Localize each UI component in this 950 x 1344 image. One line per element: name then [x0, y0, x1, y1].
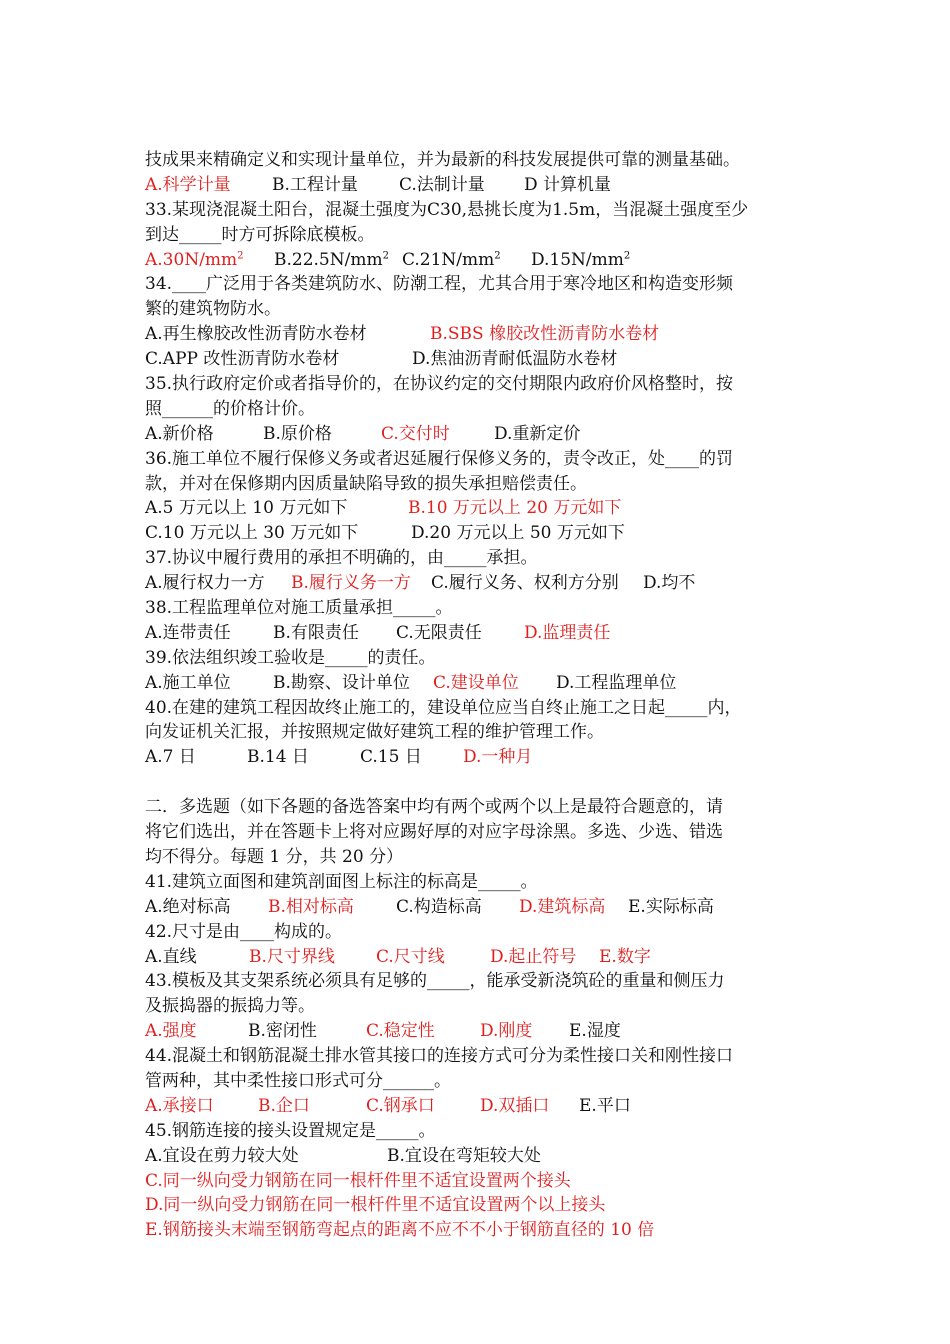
option-b-answer: B.SBS 橡胶改性沥青防水卷材: [430, 324, 660, 345]
option-row: [145, 173, 810, 198]
option-b: B.原价格: [263, 423, 332, 444]
option-row: [145, 347, 810, 372]
option-c: C.构造标高: [396, 896, 482, 917]
option-e: E.湿度: [569, 1021, 621, 1042]
option-row: [145, 1094, 810, 1119]
option-a: A.5 万元以上 10 万元如下: [145, 498, 348, 519]
question-35: 35.执行政府定价或者指导价的，在协议约定的交付期限内政府价风格整时，按: [145, 374, 734, 395]
option-e: E.实际标高: [628, 896, 714, 917]
option-b-answer: B.履行义务一方: [291, 573, 411, 594]
question-45: 45.钢筋连接的接头设置规定是_____。: [145, 1120, 436, 1141]
question-33-cont: 到达_____时方可拆除底模板。: [145, 224, 375, 245]
option-b: B.宜设在弯矩较大处: [387, 1145, 541, 1166]
option-d-answer: D.起止符号: [490, 946, 577, 967]
option-d: D.焦油沥青耐低温防水卷材: [412, 349, 618, 370]
option-c: C.15 日: [360, 747, 422, 768]
option-d: D.20 万元以上 50 万元如下: [411, 523, 625, 544]
option-a: A.连带责任: [145, 622, 231, 643]
option-row: [145, 895, 810, 920]
option-row: [145, 945, 810, 970]
option-text: A.30N/mm: [145, 249, 238, 270]
option-b: B.有限责任: [273, 622, 359, 643]
option-a-answer: [145, 248, 274, 273]
superscript: 2: [382, 249, 389, 261]
option-row: [145, 422, 810, 447]
option-a: A.绝对标高: [145, 896, 231, 917]
option-a: A.新价格: [145, 423, 214, 444]
option-a-answer: A.强度: [145, 1021, 197, 1042]
option-row: [145, 521, 810, 546]
option-b: B.勘察、设计单位: [273, 672, 410, 693]
option-b-answer: B.相对标高: [268, 896, 354, 917]
section-gap: [145, 770, 810, 795]
option-a: A.宜设在剪力较大处: [145, 1145, 299, 1166]
option-b: B.工程计量: [272, 174, 358, 195]
option-e-answer: E.数字: [599, 946, 651, 967]
option-c: C.法制计量: [399, 174, 485, 195]
option-c-answer: C.交付时: [381, 423, 450, 444]
option-d: [531, 248, 630, 273]
option-d: D.工程监理单位: [556, 672, 677, 693]
option-c-answer: C.尺寸线: [376, 946, 445, 967]
option-d-answer: D.监理责任: [524, 622, 611, 643]
option-c: C.APP 改性沥青防水卷材: [145, 349, 340, 370]
document-page: [145, 148, 810, 1243]
superscript: 2: [494, 249, 501, 261]
question-40-cont: 向发证机关汇报，并按照规定做好建筑工程的维护管理工作。: [145, 722, 604, 743]
option-d: D.重新定价: [494, 423, 581, 444]
option-b-answer: B.尺寸界线: [249, 946, 335, 967]
option-row: [145, 621, 810, 646]
question-text: 技成果来精确定义和实现计量单位，并为最新的科技发展提供可靠的测量基础。: [145, 150, 740, 170]
option-d-answer: D.一种月: [463, 747, 533, 768]
option-d: D 计算机量: [524, 174, 612, 195]
question-38: 38.工程监理单位对施工质量承担_____。: [145, 598, 453, 619]
question-43: 43.模板及其支架系统必须具有足够的_____，能承受新浇筑砼的重量和侧压力: [145, 971, 725, 992]
question-39: 39.依法组织竣工验收是_____的责任。: [145, 647, 436, 668]
option-a: A.直线: [145, 946, 197, 967]
option-d: D.均不: [643, 573, 696, 594]
question-41: 41.建筑立面图和建筑剖面图上标注的标高是_____。: [145, 871, 538, 892]
question-43-cont: 及振捣器的振捣力等。: [145, 996, 315, 1017]
option-d-answer: D.同一纵向受力钢筋在同一根杆件里不适宜设置两个以上接头: [145, 1195, 606, 1216]
option-d-answer: D.刚度: [480, 1021, 533, 1042]
option-a: A.履行权力一方: [145, 573, 265, 594]
question-36: 36.施工单位不履行保修义务或者迟延履行保修义务的，责令改正，处____的罚: [145, 448, 734, 469]
option-e-answer: E.钢筋接头末端至钢筋弯起点的距离不应不不小于钢筋直径的 10 倍: [145, 1220, 655, 1241]
question-35-cont: 照______的价格计价。: [145, 398, 315, 419]
superscript: 2: [623, 249, 631, 261]
section-heading: 二．多选题（如下各题的备选答案中均有两个或两个以上是最符合题意的，请: [145, 797, 723, 818]
question-33: 33.某现浇混凝土阳台，混凝土强度为C30,悬挑长度为1.5m，当混凝土强度至少: [145, 199, 749, 220]
option-text: C.21N/mm: [402, 249, 495, 270]
option-b: B.14 日: [247, 747, 309, 768]
option-text: D.15N/mm: [531, 249, 624, 270]
option-c-answer: C.建设单位: [433, 672, 519, 693]
option-c-answer: C.同一纵向受力钢筋在同一根杆件里不适宜设置两个接头: [145, 1170, 571, 1191]
question-36-cont: 款，并对在保修期内因质量缺陷导致的损失承担赔偿责任。: [145, 473, 587, 494]
option-row: [145, 496, 810, 521]
option-c: [402, 248, 531, 273]
option-b: B.密闭性: [248, 1021, 317, 1042]
question-40: 40.在建的建筑工程因故终止施工的，建设单位应当自终止施工之日起_____内，: [145, 697, 742, 718]
option-a-answer: A.科学计量: [145, 174, 231, 195]
option-e: E.平口: [579, 1095, 631, 1116]
section-heading-cont: 均不得分。每题 1 分，共 20 分）: [145, 846, 404, 867]
option-row: [145, 1019, 810, 1044]
question-42: 42.尺寸是由____构成的。: [145, 921, 343, 942]
option-row: [145, 745, 810, 770]
question-44-cont: 管两种，其中柔性接口形式可分______。: [145, 1070, 451, 1091]
option-a: A.再生橡胶改性沥青防水卷材: [145, 324, 367, 345]
question-44: 44.混凝土和钢筋混凝土排水管其接口的连接方式可分为柔性接口关和刚性接口: [145, 1046, 734, 1067]
option-row: [145, 571, 810, 596]
option-d-answer: D.建筑标高: [519, 896, 606, 917]
option-a: A.施工单位: [145, 672, 231, 693]
question-34: 34.____广泛用于各类建筑防水、防潮工程，尤其合用于寒冷地区和构造变形频: [145, 274, 734, 295]
option-text: B.22.5N/mm: [274, 249, 383, 270]
option-a: A.7 日: [145, 747, 196, 768]
question-37: 37.协议中履行费用的承担不明确的，由_____承担。: [145, 548, 538, 569]
superscript: 2: [237, 249, 244, 261]
option-b: [274, 248, 402, 273]
option-row: [145, 671, 810, 696]
option-a-answer: A.承接口: [145, 1095, 214, 1116]
option-c-answer: C.钢承口: [366, 1095, 435, 1116]
option-b-answer: B.企口: [258, 1095, 310, 1116]
option-d-answer: D.双插口: [480, 1095, 550, 1116]
option-row: [145, 248, 810, 273]
question-34-cont: 繁的建筑物防水。: [145, 299, 281, 320]
option-c: C.履行义务、权利方分别: [431, 573, 619, 594]
option-b-answer: B.10 万元以上 20 万元如下: [408, 498, 622, 519]
option-row: [145, 1144, 810, 1169]
option-c: C.无限责任: [396, 622, 482, 643]
option-row: [145, 322, 810, 347]
option-c-answer: C.稳定性: [366, 1021, 435, 1042]
option-c: C.10 万元以上 30 万元如下: [145, 523, 359, 544]
section-heading-cont: 将它们选出，并在答题卡上将对应踢好厚的对应字母涂黑。多选、少选、错选: [145, 822, 723, 843]
